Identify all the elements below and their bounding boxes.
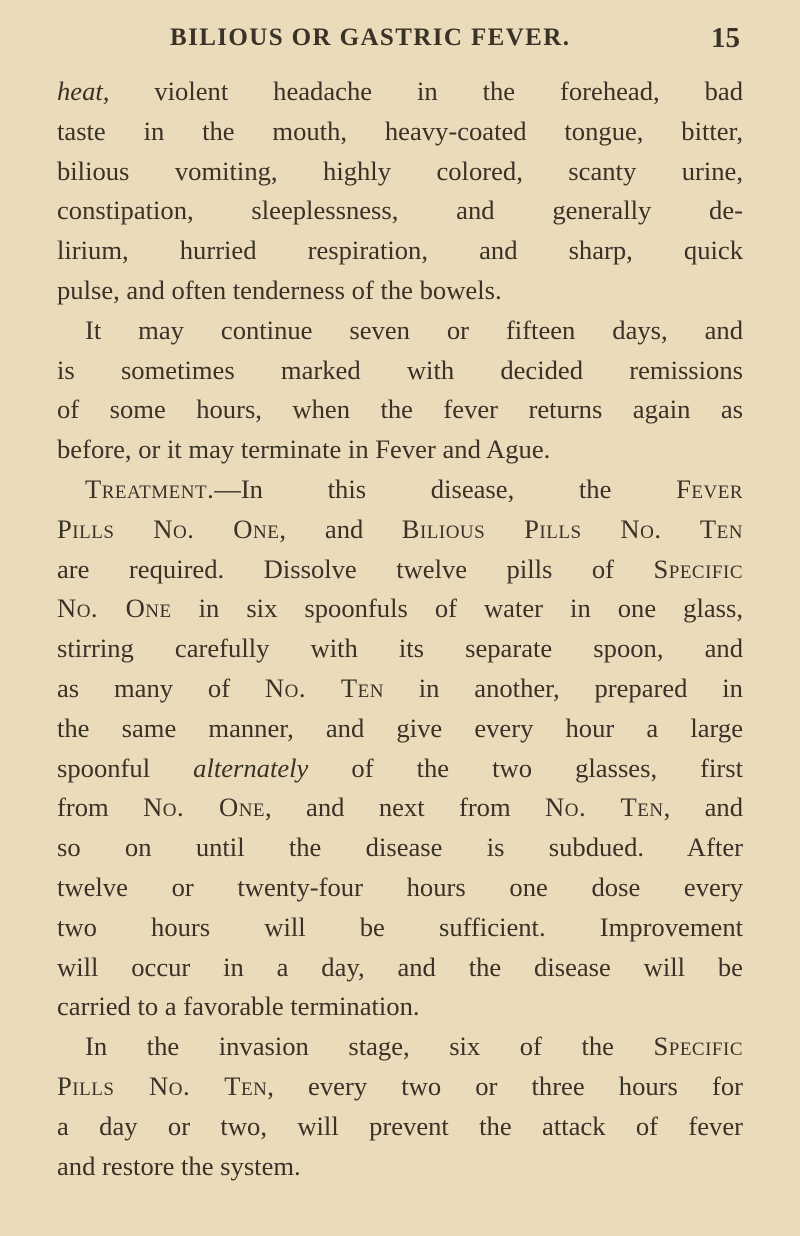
text-line bbox=[57, 1147, 743, 1187]
text-run: before, or it may terminate in Fever and Ague. bbox=[57, 434, 551, 465]
small-caps-text: No. Ten bbox=[545, 792, 664, 823]
text-line bbox=[57, 1067, 743, 1107]
text-run: and bbox=[286, 513, 402, 544]
small-caps-text: Treatment. bbox=[85, 473, 215, 504]
text-line bbox=[57, 1027, 743, 1067]
text-run: in another, prepared in bbox=[383, 672, 743, 703]
text-line bbox=[57, 1107, 743, 1147]
text-run: of the two glasses, first bbox=[308, 752, 743, 783]
paragraph bbox=[57, 1027, 743, 1186]
text-line bbox=[57, 629, 743, 669]
small-caps-text: Pills No. Ten bbox=[57, 1070, 268, 1101]
text-run: as many of bbox=[57, 672, 265, 703]
text-run: so on until the disease is subdued. After bbox=[57, 832, 743, 863]
running-head bbox=[60, 12, 740, 68]
page-number: 15 bbox=[711, 22, 740, 54]
text-run: two hours will be sufficient. Improvement bbox=[57, 911, 743, 942]
text-line bbox=[57, 749, 743, 789]
text-line bbox=[57, 709, 743, 749]
text-run: constipation, sleeplessness, and generally de- bbox=[57, 195, 743, 226]
text-run: , and next from bbox=[265, 792, 546, 823]
text-line bbox=[57, 669, 743, 709]
text-run: from bbox=[57, 792, 144, 823]
small-caps-text: No. Ten bbox=[264, 672, 384, 703]
text-run: bilious vomiting, highly colored, scanty urine, bbox=[57, 155, 743, 186]
text-line bbox=[57, 987, 743, 1027]
text-run: twelve or twenty-four hours one dose every bbox=[57, 871, 743, 902]
text-run: spoonful bbox=[57, 752, 194, 783]
text-run: , every two or three hours for bbox=[267, 1070, 743, 1101]
text-line bbox=[57, 430, 743, 470]
text-run: in six spoonfuls of water in one glass, bbox=[171, 593, 743, 624]
text-run: taste in the mouth, heavy-coated tongue, bitter, bbox=[57, 115, 743, 146]
text-line bbox=[57, 271, 743, 311]
text-line bbox=[57, 470, 743, 510]
paragraph bbox=[57, 311, 743, 470]
text-run: are required. Dissolve twelve pills of bbox=[57, 553, 654, 584]
body-text bbox=[57, 72, 743, 1186]
text-run: lirium, hurried respiration, and sharp, quick bbox=[57, 235, 743, 266]
text-run: the same manner, and give every hour a large bbox=[57, 712, 743, 743]
text-run: stirring carefully with its separate spoon, and bbox=[57, 633, 743, 664]
text-line bbox=[57, 72, 743, 112]
small-caps-text: Specific bbox=[653, 1031, 743, 1062]
paragraph bbox=[57, 470, 743, 1027]
text-line bbox=[57, 948, 743, 988]
text-run: pulse, and often tenderness of the bowels. bbox=[57, 274, 502, 305]
text-line bbox=[57, 231, 743, 271]
text-run: , and bbox=[663, 792, 743, 823]
text-line bbox=[57, 351, 743, 391]
text-line bbox=[57, 191, 743, 231]
small-caps-text: Pills No. One, bbox=[57, 513, 287, 544]
text-line bbox=[57, 908, 743, 948]
text-run: —In this disease, the bbox=[214, 473, 677, 504]
small-caps-text: No. One bbox=[143, 792, 266, 823]
text-run: In the invasion stage, six of the bbox=[85, 1031, 654, 1062]
text-line bbox=[57, 390, 743, 430]
text-run: will occur in a day, and the disease will be bbox=[57, 951, 743, 982]
text-run: It may continue seven or fifteen days, and bbox=[85, 314, 743, 345]
text-run: and restore the system. bbox=[57, 1150, 301, 1181]
small-caps-text: Fever bbox=[676, 473, 743, 504]
small-caps-text: Specific bbox=[653, 553, 743, 584]
text-line bbox=[57, 510, 743, 550]
text-line bbox=[57, 112, 743, 152]
italic-text: alternately bbox=[193, 752, 309, 783]
small-caps-text: No. One bbox=[57, 593, 172, 624]
text-line bbox=[57, 550, 743, 590]
text-line bbox=[57, 828, 743, 868]
paragraph bbox=[57, 72, 743, 311]
text-run: of some hours, when the fever returns again as bbox=[57, 394, 743, 425]
text-line bbox=[57, 788, 743, 828]
text-run: a day or two, will prevent the attack of fever bbox=[57, 1110, 743, 1141]
italic-text: heat, bbox=[57, 76, 110, 106]
text-line bbox=[57, 311, 743, 351]
text-run: carried to a favorable termination. bbox=[57, 991, 420, 1022]
running-title: BILIOUS OR GASTRIC FEVER. bbox=[170, 24, 571, 51]
small-caps-text: Bilious Pills No. Ten bbox=[401, 513, 744, 544]
text-line bbox=[57, 868, 743, 908]
text-line bbox=[57, 589, 743, 629]
text-run: violent headache in the forehead, bad bbox=[109, 76, 743, 106]
text-run: is sometimes marked with decided remissions bbox=[57, 354, 743, 385]
text-line bbox=[57, 152, 743, 192]
